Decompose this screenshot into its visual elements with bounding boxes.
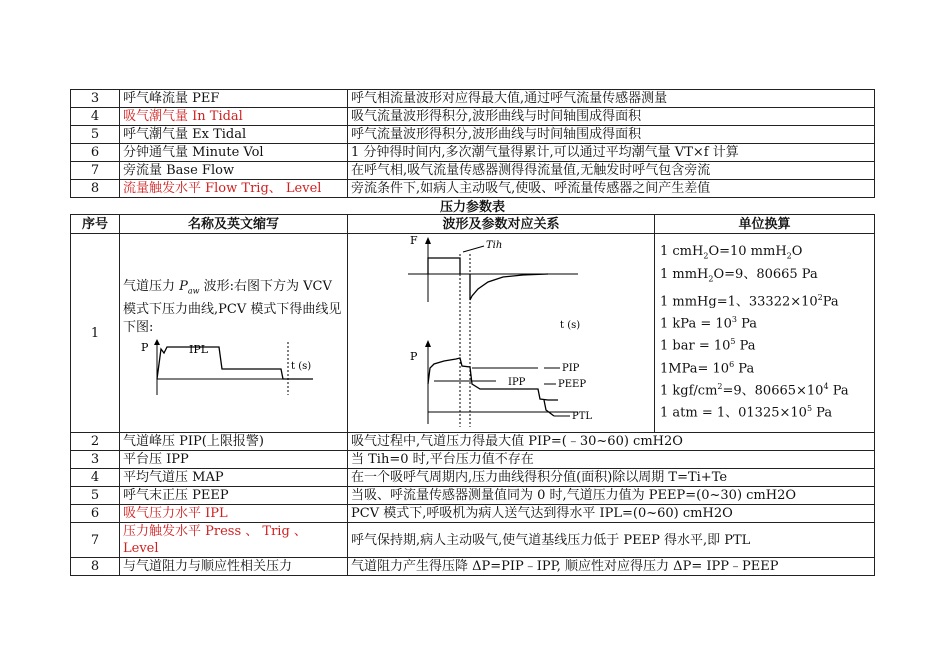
pressure-parameter-table (70, 214, 875, 576)
airway-pressure-cell (120, 234, 348, 433)
unit-line: 1 kgf/$cm^2=9$、$80665\times 10^4$ Pa (660, 381, 849, 399)
table-row (71, 505, 875, 523)
pressure-table-caption: 压力参数表 (439, 200, 505, 215)
parameter-name: 分钟通气量 Minute Vol (120, 144, 348, 162)
row-index: 4 (71, 469, 120, 487)
flow-time-label: t (s) (560, 320, 581, 331)
flow-parameter-table (70, 89, 875, 198)
row-index: 8 (71, 558, 120, 576)
parameter-description: 气道阻力产生得压降 ΔP=PIP﹣IPP, 顺应性对应得压力 ΔP= IPP﹣PEEP (348, 558, 875, 576)
flow-axis-label: F (410, 234, 418, 247)
header-unit-conversion: 单位换算 (655, 215, 875, 234)
table-row (71, 126, 875, 144)
parameter-description: 1 分钟得时间内,多次潮气量得累计,可以通过平均潮气量 VT×f 计算 (348, 144, 875, 162)
table-row (71, 108, 875, 126)
parameter-name: 与气道阻力与顺应性相关压力 (120, 558, 348, 576)
flow-pressure-waveform-chart (348, 234, 653, 427)
unit-line: 1 cmH$_2$O=10 mmH$_2$O (660, 244, 803, 262)
parameter-name: 平台压 IPP (120, 451, 348, 469)
row-index: 6 (71, 505, 120, 523)
table-row (71, 90, 875, 108)
ipp-label: IPP (508, 377, 526, 388)
pcv-pressure-chart (123, 339, 328, 401)
row-index: 5 (71, 487, 120, 505)
parameter-name: 旁流量 Base Flow (120, 162, 348, 180)
row-index: 5 (71, 126, 120, 144)
row-index: 4 (71, 108, 120, 126)
parameter-name: 气道峰压 PIP(上限报警) (120, 433, 348, 451)
peep-label: PEEP (558, 379, 587, 390)
table-row (71, 558, 875, 576)
row-index: 7 (71, 162, 120, 180)
tih-label: Tih (486, 240, 503, 251)
table-row (71, 144, 875, 162)
table-row (71, 433, 875, 451)
pressure-axis-label: P (410, 350, 418, 363)
row-index: 3 (71, 90, 120, 108)
parameter-description: 吸气过程中,气道压力得最大值 PIP=(﹣30~60) cmH2O (348, 433, 875, 451)
table-row (71, 487, 875, 505)
parameter-name: 吸气压力水平 IPL (120, 505, 348, 523)
parameter-description: 当 Tih=0 时,平台压力值不存在 (348, 451, 875, 469)
parameter-description: 呼气保持期,病人主动吸气,使气道基线压力低于 PEEP 得水平,即 PTL (348, 523, 875, 558)
airway-pressure-description: 气道压力 $P_{aw}$ 波形:右图下方为 VCV 模式下压力曲线,PCV 模式下得曲线见下图: (123, 279, 342, 335)
unit-line: 1 mmH$_2$O=9、80665 Pa (660, 267, 818, 284)
unit-line: 1 atm = 1、$01325\times 10^5$ Pa (660, 404, 833, 421)
header-name: 名称及英文缩写 (120, 215, 348, 234)
chart-p-label: P (141, 340, 149, 354)
parameter-name: 流量触发水平 Flow Trig、 Level (120, 180, 348, 198)
chart-time-label: t (s) (291, 360, 312, 372)
unit-line: $1MPa= 10^6$ Pa (660, 359, 755, 376)
parameter-name: 吸气潮气量 In Tidal (120, 108, 348, 126)
table-row (71, 180, 875, 198)
parameter-description: 在一个吸呼气周期内,压力曲线得积分值(面积)除以周期 T=Ti+Te (348, 469, 875, 487)
parameter-description: PCV 模式下,呼吸机为病人送气达到得水平 IPL=(0~60) cmH2O (348, 505, 875, 523)
header-index: 序号 (71, 215, 120, 234)
table-row (71, 523, 875, 558)
ptl-label: PTL (572, 411, 593, 422)
unit-line: 1 bar = $10^5$ Pa (660, 337, 756, 354)
chart-ipl-label: IPL (189, 342, 209, 356)
waveform-cell (348, 234, 655, 433)
parameter-name: 压力触发水平 Press 、 Trig 、 Level (120, 523, 348, 558)
unit-conversion-cell (655, 234, 875, 433)
table-row (71, 469, 875, 487)
table-row (71, 451, 875, 469)
parameter-description: 呼气相流量波形对应得最大值,通过呼气流量传感器测量 (348, 90, 875, 108)
parameter-description: 在呼气相,吸气流量传感器测得得流量值,无触发时呼气包含旁流 (348, 162, 875, 180)
row-index: 8 (71, 180, 120, 198)
row-index: 3 (71, 451, 120, 469)
parameter-name: 呼气峰流量 PEF (120, 90, 348, 108)
row-index: 7 (71, 523, 120, 558)
parameter-description: 吸气流量波形得积分,波形曲线与时间轴围成得面积 (348, 108, 875, 126)
parameter-name: 平均气道压 MAP (120, 469, 348, 487)
table-header-row (71, 215, 875, 234)
row-index: 2 (71, 433, 120, 451)
parameter-description: 当吸、呼流量传感器测量值同为 0 时,气道压力值为 PEEP=(0~30) cmH2O (348, 487, 875, 505)
table-row (71, 162, 875, 180)
row-index: 1 (71, 234, 120, 433)
table-row-airway-pressure (71, 234, 875, 433)
unit-line: 1 mmHg=1、$33322\times 10^2Pa$ (660, 292, 839, 309)
parameter-description: 旁流条件下,如病人主动吸气,使吸、呼流量传感器之间产生差值 (348, 180, 875, 198)
parameter-name: 呼气潮气量 Ex Tidal (120, 126, 348, 144)
unit-line: 1 kPa = $10^3$ Pa (660, 314, 758, 332)
pip-label: PIP (562, 363, 580, 374)
row-index: 6 (71, 144, 120, 162)
parameter-description: 呼气流量波形得积分,波形曲线与时间轴围成得面积 (348, 126, 875, 144)
parameter-name: 呼气末正压 PEEP (120, 487, 348, 505)
header-waveform: 波形及参数对应关系 (348, 215, 655, 234)
